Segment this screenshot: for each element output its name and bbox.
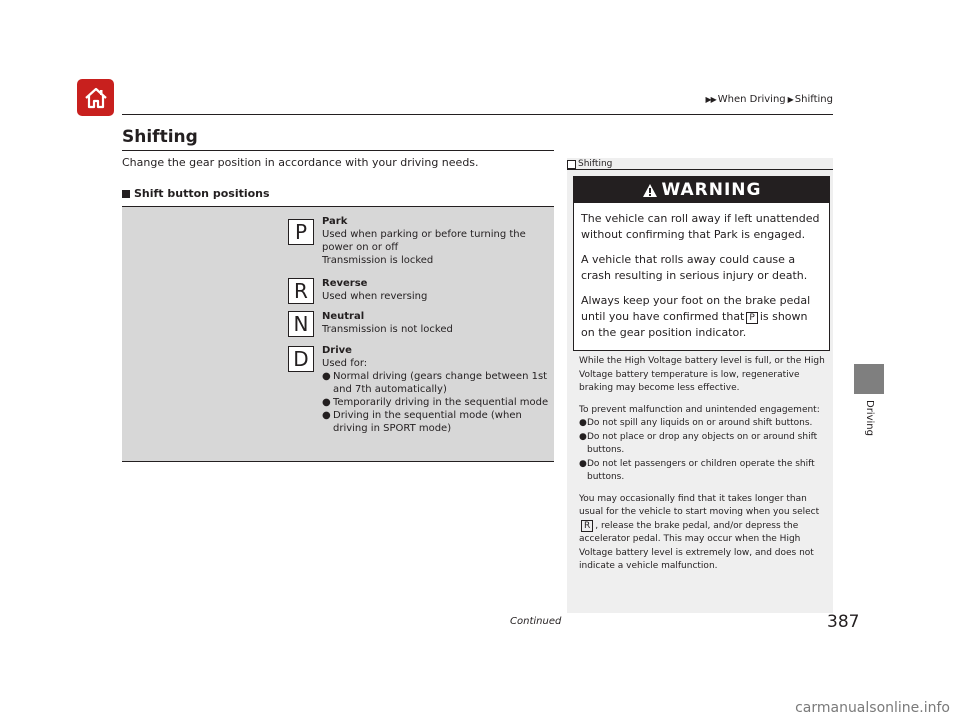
- bullet-text: Do not place or drop any objects on or around shift buttons.: [587, 431, 818, 455]
- warning-text: is shown on the gear position indicator.: [581, 310, 808, 339]
- gear-name: Drive: [322, 345, 352, 356]
- note-paragraph: While the High Voltage battery level is full, or the High Voltage battery temperature is low, regenerative braking may become less effective.: [579, 356, 825, 393]
- bullet-text: Temporarily driving in the sequential mode: [333, 397, 549, 408]
- page-number: 387: [827, 612, 860, 632]
- gear-p-icon: P: [288, 219, 314, 245]
- gear-neutral-description: [322, 310, 552, 336]
- note-marker-icon: [567, 160, 576, 169]
- gear-line: Used when parking or before turning the power on or off: [322, 229, 526, 253]
- gear-line: Transmission is locked: [322, 255, 434, 266]
- warning-title: WARNING: [661, 180, 762, 200]
- breadcrumb-arrow-icon: ▶: [787, 95, 793, 104]
- watermark: carmanualsonline.info: [795, 700, 950, 716]
- gear-line: Used when reversing: [322, 291, 428, 302]
- note-heading: [567, 159, 612, 169]
- page-title: Shifting: [122, 127, 198, 147]
- gear-reverse-description: [322, 277, 552, 303]
- warning-body: [574, 203, 829, 341]
- list-item: [322, 396, 552, 409]
- continued-label: Continued: [510, 616, 562, 627]
- gear-r-indicator-icon: R: [581, 520, 593, 532]
- gear-r-icon: R: [288, 278, 314, 304]
- breadcrumb-item-shifting[interactable]: Shifting: [794, 94, 833, 105]
- bullet-icon: ●: [322, 371, 331, 382]
- bullet-text: Normal driving (gears change between 1st and 7th automatically): [333, 371, 548, 395]
- bullet-text: Do not spill any liquids on or around shift buttons.: [587, 418, 813, 428]
- title-divider: [122, 150, 554, 151]
- list-item: [322, 370, 552, 396]
- header-divider: [122, 114, 833, 115]
- bullet-icon: ●: [579, 431, 587, 442]
- list-item: [579, 417, 827, 431]
- gear-drive-description: [322, 344, 552, 435]
- list-item: [322, 409, 552, 435]
- warning-paragraph: A vehicle that rolls away could cause a crash resulting in serious injury or death.: [581, 253, 808, 282]
- gear-park-description: [322, 215, 552, 267]
- note-paragraph: To prevent malfunction and unintended engagement:: [579, 404, 820, 415]
- shift-positions-panel: [122, 206, 554, 462]
- warning-icon: [642, 183, 658, 198]
- warning-paragraph: [581, 293, 823, 341]
- breadcrumb: [705, 94, 833, 105]
- list-item: [579, 458, 827, 485]
- bullet-icon: ●: [579, 458, 587, 469]
- note-body: [579, 355, 827, 582]
- breadcrumb-arrow-icon: ▶▶: [705, 95, 716, 104]
- home-button[interactable]: [77, 79, 114, 116]
- bullet-icon: ●: [579, 418, 587, 428]
- list-item: [579, 431, 827, 458]
- note-paragraph: [579, 493, 827, 574]
- intro-text: Change the gear position in accordance with your driving needs.: [122, 156, 479, 169]
- bullet-icon: ●: [322, 410, 331, 421]
- gear-name: Neutral: [322, 311, 365, 322]
- warning-paragraph: The vehicle can roll away if left unattended without confirming that Park is engaged.: [581, 212, 820, 241]
- home-icon: [83, 86, 109, 110]
- chapter-tab-label[interactable]: Driving: [864, 400, 875, 436]
- note-divider: [567, 169, 833, 170]
- bullet-icon: ●: [322, 397, 331, 408]
- gear-d-icon: D: [288, 346, 314, 372]
- gear-line: Used for:: [322, 358, 368, 369]
- breadcrumb-item-when-driving[interactable]: When Driving: [717, 94, 786, 105]
- gear-n-icon: N: [288, 311, 314, 337]
- gear-name: Reverse: [322, 278, 368, 289]
- note-title: Shifting: [578, 159, 613, 169]
- square-bullet-icon: [122, 190, 130, 198]
- bullet-text: Do not let passengers or children operate the shift buttons.: [587, 458, 815, 482]
- warning-box: [573, 176, 830, 351]
- section-heading: [122, 187, 270, 200]
- gear-name: Park: [322, 216, 348, 227]
- chapter-tab[interactable]: [854, 364, 884, 394]
- bullet-text: Driving in the sequential mode (when driving in SPORT mode): [333, 410, 522, 434]
- note-text: , release the brake pedal, and/or depress the accelerator pedal. This may occur when the High Voltage battery level is extremely low, and does not indicate a vehicle malfunction.: [579, 520, 814, 571]
- gear-line: Transmission is not locked: [322, 324, 453, 335]
- note-text: You may occasionally find that it takes longer than usual for the vehicle to start moving when you select: [579, 493, 820, 517]
- warning-header: [574, 177, 829, 203]
- gear-p-indicator-icon: P: [746, 312, 757, 324]
- section-title: Shift button positions: [134, 187, 270, 200]
- warning-text: Always keep your foot on the brake pedal until you have confirmed that: [581, 294, 811, 323]
